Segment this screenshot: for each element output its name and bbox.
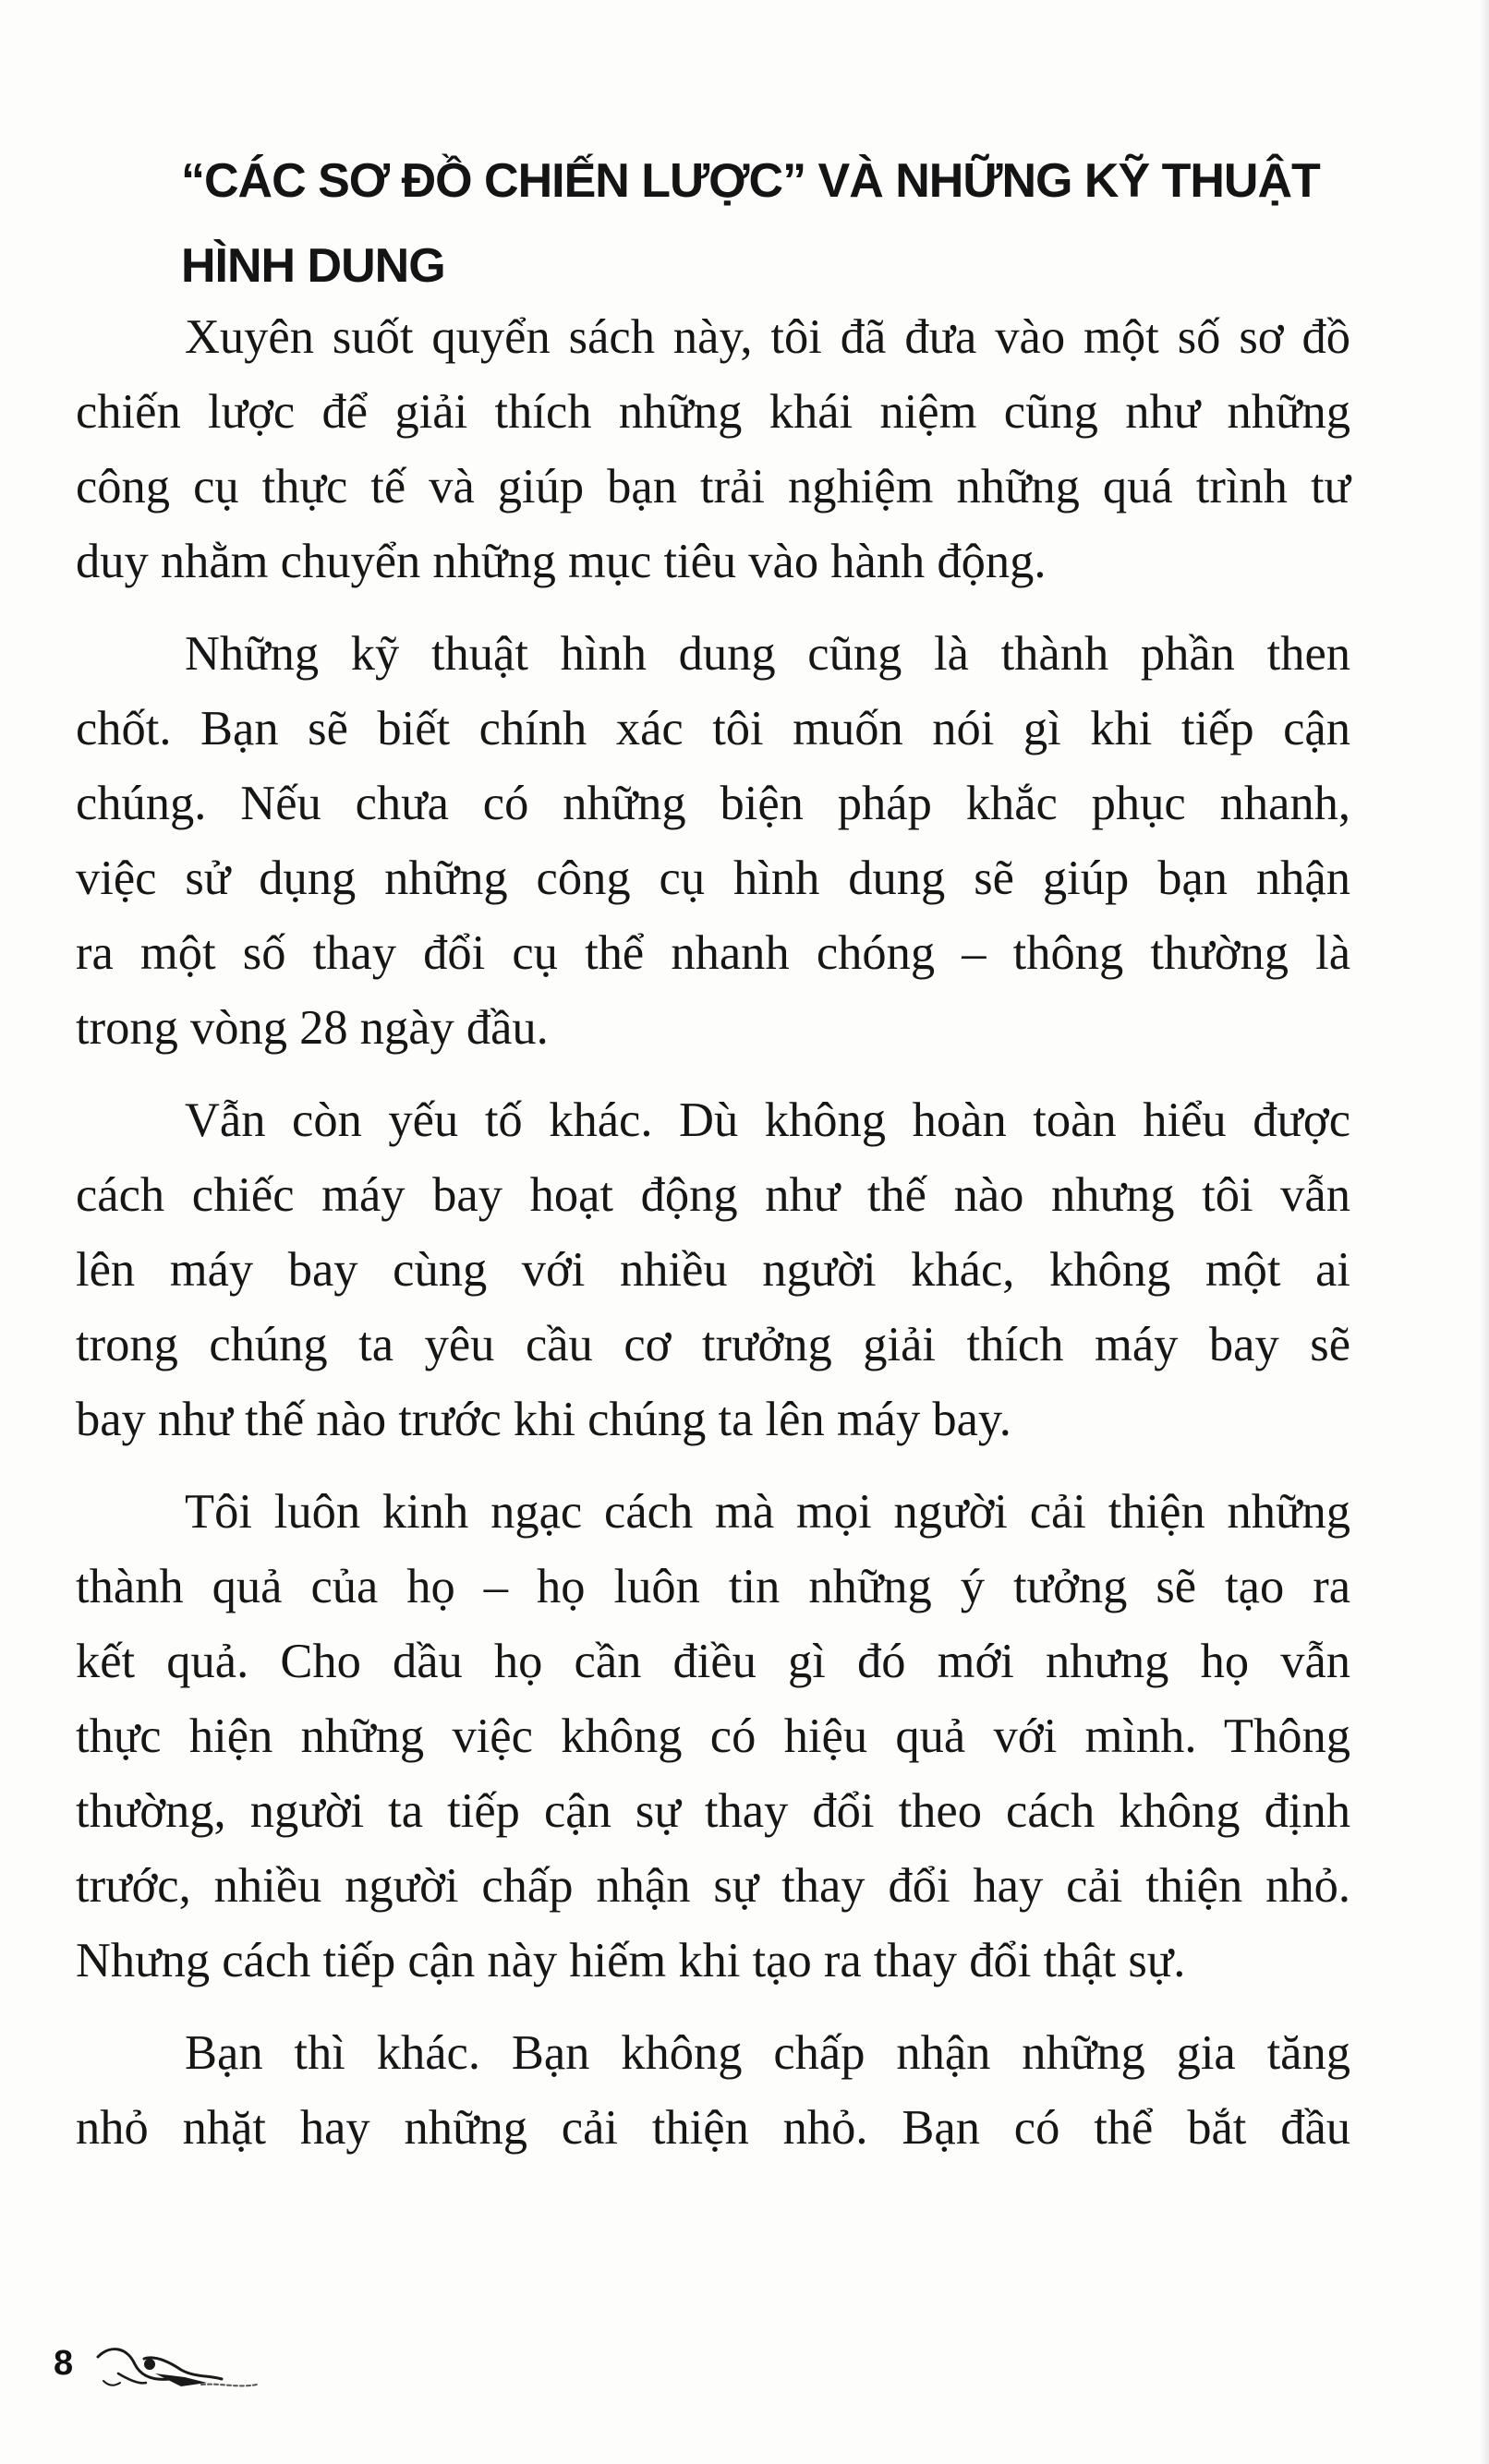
paragraph-4 [76,1475,1350,1999]
text-line: trong chúng ta yêu cầu cơ trưởng giải thích máy bay sẽ [76,1318,1350,1371]
text-line: thành quả của họ – họ luôn tin những ý tưởng sẽ tạo ra [76,1560,1350,1613]
text-line: cách chiếc máy bay hoạt động như thế nào nhưng tôi vẫn [76,1168,1350,1222]
paragraph-1 [76,300,1350,599]
text-line: ra một số thay đổi cụ thể nhanh chóng – thông thường là [76,926,1350,980]
text-line: Vẫn còn yếu tố khác. Dù không hoàn toàn hiểu được [185,1093,1350,1147]
page-edge-shadow [1480,0,1489,2464]
text-line: trong vòng 28 ngày đầu. [76,1001,549,1055]
text-line: lên máy bay cùng với nhiều người khác, không một ai [76,1243,1350,1297]
text-line: công cụ thực tế và giúp bạn trải nghiệm những quá trình tư [76,460,1350,513]
text-line: duy nhằm chuyển những mục tiêu vào hành động. [76,535,1047,588]
section-heading [181,139,1345,308]
text-line: thực hiện những việc không có hiệu quả với mình. Thông [76,1709,1350,1763]
swimmer-icon [91,2337,266,2401]
text-line: trước, nhiều người chấp nhận sự thay đổi hay cải thiện nhỏ. [76,1859,1350,1913]
text-line: Bạn thì khác. Bạn không chấp nhận những gia tăng [185,2026,1350,2080]
text-line: Tôi luôn kinh ngạc cách mà mọi người cải thiện những [185,1485,1350,1539]
paragraph-5 [76,2016,1350,2166]
text-line: Những kỹ thuật hình dung cũng là thành phần then [185,627,1350,681]
text-line: việc sử dụng những công cụ hình dung sẽ giúp bạn nhận [76,852,1350,905]
text-line: Xuyên suốt quyển sách này, tôi đã đưa vào một số sơ đồ [185,310,1350,364]
paragraph-3 [76,1083,1350,1457]
text-line: chúng. Nếu chưa có những biện pháp khắc phục nhanh, [76,777,1350,830]
text-line: kết quả. Cho dầu họ cần điều gì đó mới nhưng họ vẫn [76,1635,1350,1688]
page-number: 8 [54,2344,74,2383]
text-line: chiến lược để giải thích những khái niệm cũng như những [76,385,1350,439]
heading-line-1: “CÁC SƠ ĐỒ CHIẾN LƯỢC” VÀ NHỮNG KỸ THUẬT [181,154,1320,208]
text-line: chốt. Bạn sẽ biết chính xác tôi muốn nói gì khi tiếp cận [76,702,1350,755]
paragraph-2 [76,617,1350,1066]
heading-line-2: HÌNH DUNG [181,239,445,293]
body-text [76,300,1350,2183]
text-line: nhỏ nhặt hay những cải thiện nhỏ. Bạn có thể bắt đầu [76,2101,1350,2155]
text-line: Nhưng cách tiếp cận này hiếm khi tạo ra thay đổi thật sự. [76,1934,1186,1987]
text-line: thường, người ta tiếp cận sự thay đổi theo cách không định [76,1784,1350,1838]
page-footer [54,2337,331,2401]
text-line: bay như thế nào trước khi chúng ta lên máy bay. [76,1393,1011,1446]
